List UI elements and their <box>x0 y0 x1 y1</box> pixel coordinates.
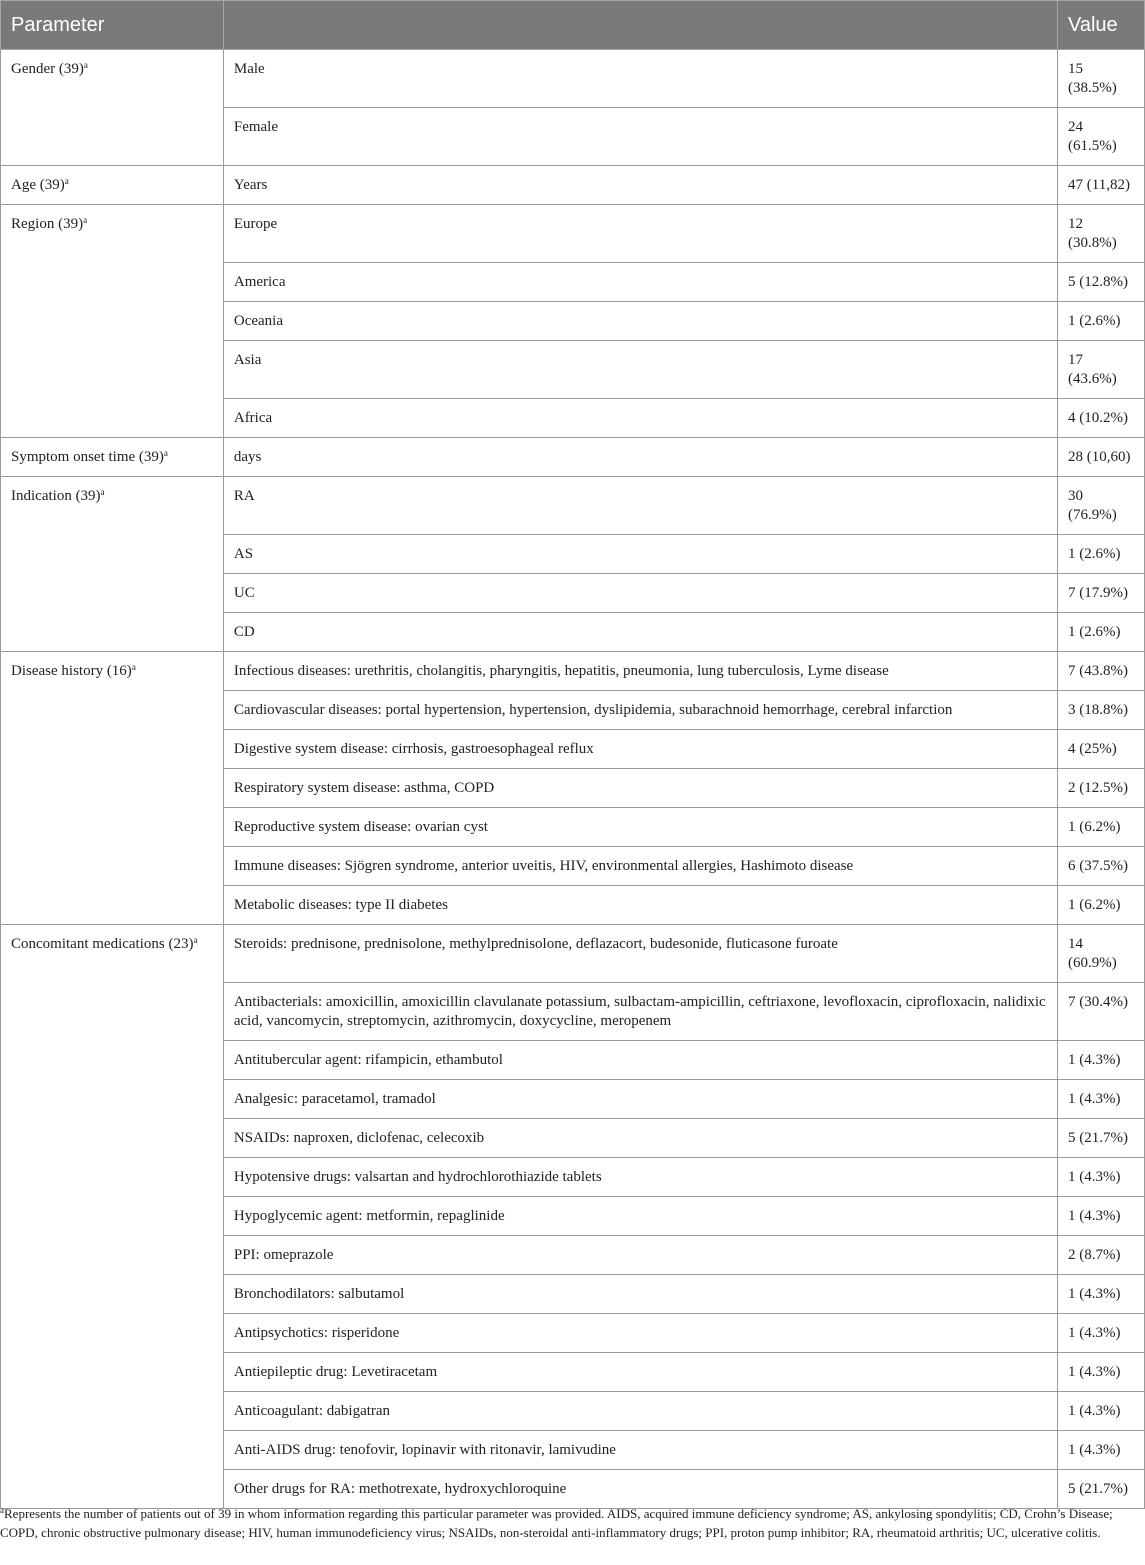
description-cell: Anti-AIDS drug: tenofovir, lopinavir with ritonavir, lamivudine <box>223 1431 1057 1470</box>
value-cell: 1 (4.3%) <box>1058 1275 1145 1314</box>
description-cell: Male <box>223 50 1057 108</box>
footnote-ref: a <box>100 487 105 497</box>
value-cell: 2 (12.5%) <box>1058 769 1145 808</box>
value-cell: 1 (4.3%) <box>1058 1041 1145 1080</box>
footnote-ref: a <box>83 215 88 225</box>
description-cell: Bronchodilators: salbutamol <box>223 1275 1057 1314</box>
table-row <box>1 477 1145 535</box>
table-row <box>1 925 1145 983</box>
table-row <box>1 205 1145 263</box>
footnote-ref: a <box>193 935 198 945</box>
value-cell: 5 (21.7%) <box>1058 1119 1145 1158</box>
parameter-cell <box>1 925 224 1509</box>
description-cell: Africa <box>223 399 1057 438</box>
description-cell: Years <box>223 166 1057 205</box>
description-cell: Metabolic diseases: type II diabetes <box>223 886 1057 925</box>
value-cell: 1 (6.2%) <box>1058 808 1145 847</box>
value-cell: 3 (18.8%) <box>1058 691 1145 730</box>
value-cell: 1 (4.3%) <box>1058 1392 1145 1431</box>
footnote-ref: a <box>83 60 88 70</box>
footnote-text: Represents the number of patients out of 39 in whom information regarding this particular parameter was provided. AIDS, acquired immune deficiency syndrome; AS, ankylosing spondylitis; CD, Crohn’s Disease; COPD, chronic obstructive pulmonary disease; HIV, human immunodeficiency virus; NSAIDs, non-steroidal anti-inflammatory drugs; PPI, proton pump inhibitor; RA, rheumatoid arthritis; UC, ulcerative colitis. <box>0 1506 1113 1540</box>
description-cell: CD <box>223 613 1057 652</box>
parameter-cell <box>1 50 224 166</box>
parameter-cell <box>1 438 224 477</box>
value-cell: 12 (30.8%) <box>1058 205 1145 263</box>
table-footnote <box>0 1504 1140 1542</box>
value-cell: 1 (4.3%) <box>1058 1314 1145 1353</box>
footnote-marker: a <box>0 1505 4 1515</box>
table-row <box>1 50 1145 108</box>
parameter-label: Age (39) <box>11 177 65 193</box>
value-cell: 7 (43.8%) <box>1058 652 1145 691</box>
value-cell: 2 (8.7%) <box>1058 1236 1145 1275</box>
value-cell: 7 (30.4%) <box>1058 983 1145 1041</box>
footnote-ref: a <box>64 176 69 186</box>
description-cell: Cardiovascular diseases: portal hypertension, hypertension, dyslipidemia, subarachnoid hemorrhage, cerebral infarction <box>223 691 1057 730</box>
description-cell: Anticoagulant: dabigatran <box>223 1392 1057 1431</box>
parameter-cell <box>1 205 224 438</box>
description-cell: Oceania <box>223 302 1057 341</box>
table-header <box>1 1 1145 50</box>
value-cell: 5 (12.8%) <box>1058 263 1145 302</box>
value-cell: 1 (6.2%) <box>1058 886 1145 925</box>
parameter-label: Symptom onset time (39) <box>11 449 164 465</box>
header-row <box>1 1 1145 50</box>
footnote-ref: a <box>131 662 136 672</box>
value-cell: 6 (37.5%) <box>1058 847 1145 886</box>
description-cell: Infectious diseases: urethritis, cholangitis, pharyngitis, hepatitis, pneumonia, lung tuberculosis, Lyme disease <box>223 652 1057 691</box>
value-cell: 28 (10,60) <box>1058 438 1145 477</box>
description-cell: Antitubercular agent: rifampicin, ethambutol <box>223 1041 1057 1080</box>
description-cell: Other drugs for RA: methotrexate, hydroxychloroquine <box>223 1470 1057 1509</box>
value-cell: 30 (76.9%) <box>1058 477 1145 535</box>
table-row <box>1 652 1145 691</box>
parameter-cell <box>1 477 224 652</box>
value-cell: 1 (4.3%) <box>1058 1431 1145 1470</box>
parameter-label: Gender (39) <box>11 61 84 77</box>
description-cell: days <box>223 438 1057 477</box>
description-cell: AS <box>223 535 1057 574</box>
description-cell: Hypotensive drugs: valsartan and hydrochlorothiazide tablets <box>223 1158 1057 1197</box>
value-cell: 1 (4.3%) <box>1058 1353 1145 1392</box>
description-cell: America <box>223 263 1057 302</box>
value-cell: 1 (4.3%) <box>1058 1197 1145 1236</box>
description-cell: Digestive system disease: cirrhosis, gastroesophageal reflux <box>223 730 1057 769</box>
table-row <box>1 166 1145 205</box>
parameter-label: Region (39) <box>11 216 84 232</box>
description-cell: RA <box>223 477 1057 535</box>
description-cell: UC <box>223 574 1057 613</box>
value-cell: 15 (38.5%) <box>1058 50 1145 108</box>
description-cell: Antipsychotics: risperidone <box>223 1314 1057 1353</box>
description-cell: Reproductive system disease: ovarian cyst <box>223 808 1057 847</box>
value-cell: 47 (11,82) <box>1058 166 1145 205</box>
parameter-label: Indication (39) <box>11 488 101 504</box>
description-cell: Asia <box>223 341 1057 399</box>
value-cell: 17 (43.6%) <box>1058 341 1145 399</box>
footnote-ref: a <box>163 448 168 458</box>
description-cell: Steroids: prednisone, prednisolone, methylprednisolone, deflazacort, budesonide, fluticasone furoate <box>223 925 1057 983</box>
value-cell: 4 (25%) <box>1058 730 1145 769</box>
table-row <box>1 438 1145 477</box>
value-cell: 1 (2.6%) <box>1058 613 1145 652</box>
parameter-cell <box>1 166 224 205</box>
value-cell: 1 (4.3%) <box>1058 1080 1145 1119</box>
description-cell: Respiratory system disease: asthma, COPD <box>223 769 1057 808</box>
value-cell: 7 (17.9%) <box>1058 574 1145 613</box>
description-cell: Female <box>223 108 1057 166</box>
description-cell: Antiepileptic drug: Levetiracetam <box>223 1353 1057 1392</box>
parameter-label: Concomitant medications (23) <box>11 936 194 952</box>
value-cell: 14 (60.9%) <box>1058 925 1145 983</box>
value-cell: 1 (4.3%) <box>1058 1158 1145 1197</box>
description-cell: Hypoglycemic agent: metformin, repaglinide <box>223 1197 1057 1236</box>
parameter-cell <box>1 652 224 925</box>
description-cell: Antibacterials: amoxicillin, amoxicillin clavulanate potassium, sulbactam-ampicillin, ceftriaxone, levofloxacin, ciprofloxacin, nalidixic acid, vancomycin, streptomycin, azithromycin, doxycycline, meropenem <box>223 983 1057 1041</box>
description-cell: Analgesic: paracetamol, tramadol <box>223 1080 1057 1119</box>
table-body <box>1 50 1145 1509</box>
description-cell: PPI: omeprazole <box>223 1236 1057 1275</box>
header-parameter: Parameter <box>1 1 224 50</box>
description-cell: Europe <box>223 205 1057 263</box>
description-cell: Immune diseases: Sjögren syndrome, anterior uveitis, HIV, environmental allergies, Hashimoto disease <box>223 847 1057 886</box>
value-cell: 4 (10.2%) <box>1058 399 1145 438</box>
value-cell: 24 (61.5%) <box>1058 108 1145 166</box>
value-cell: 1 (2.6%) <box>1058 535 1145 574</box>
parameter-label: Disease history (16) <box>11 663 132 679</box>
header-description <box>223 1 1057 50</box>
value-cell: 1 (2.6%) <box>1058 302 1145 341</box>
value-cell: 5 (21.7%) <box>1058 1470 1145 1509</box>
description-cell: NSAIDs: naproxen, diclofenac, celecoxib <box>223 1119 1057 1158</box>
header-value: Value <box>1058 1 1145 50</box>
